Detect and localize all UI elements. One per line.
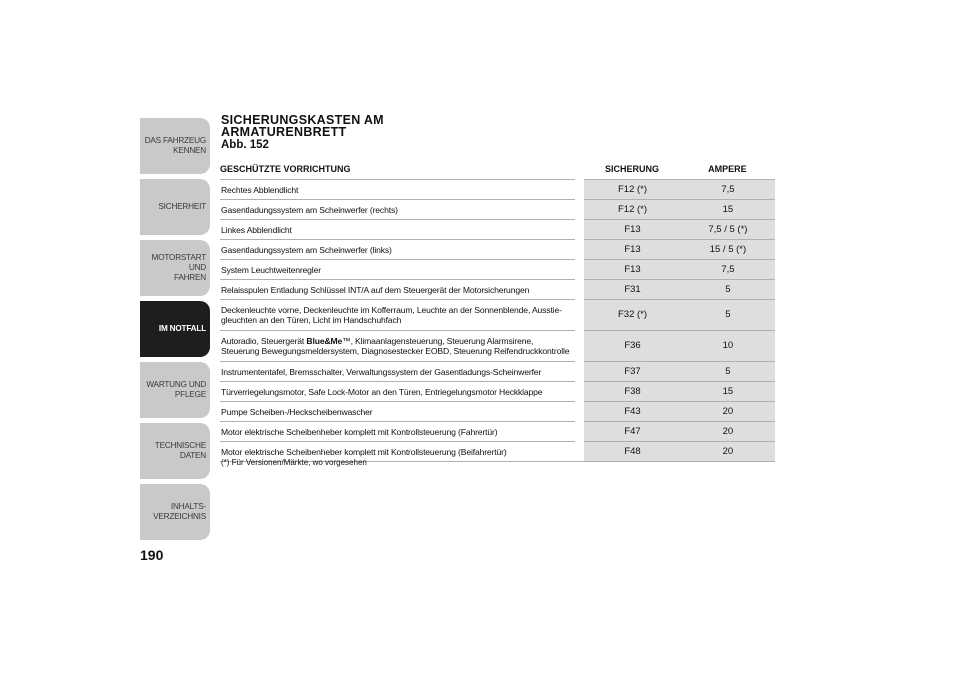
device-cell: Gasentladungssystem am Scheinwerfer (rechts) [220, 200, 575, 220]
device-cell: Instrumententafel, Bremsschalter, Verwaltungssystem der Gasentladungs-Scheinwerfer [220, 362, 575, 382]
device-text-prefix: Autoradio, Steuergerät [221, 336, 307, 346]
header-device: GESCHÜTZTE VORRICHTUNG [220, 164, 351, 174]
table-row [220, 220, 775, 240]
brand-name: Blue&Me [306, 336, 343, 346]
tab-im-notfall[interactable]: IM NOTFALL [140, 301, 210, 357]
fuse-cell: F43 [584, 402, 680, 422]
ampere-cell: 15 [680, 200, 775, 220]
device-cell: Relaisspulen Entladung Schlüssel INT/A auf dem Steuergerät der Motorsicherungen [220, 280, 575, 300]
device-cell [220, 331, 575, 362]
ampere-cell: 20 [680, 422, 775, 442]
ampere-cell: 20 [680, 442, 775, 462]
device-cell: System Leuchtweitenregler [220, 260, 575, 280]
ampere-cell: 5 [680, 300, 775, 331]
fuse-cell: F13 [584, 220, 680, 240]
figure-reference: Abb. 152 [221, 139, 269, 151]
device-cell: Motor elektrische Scheibenheber komplett mit Kontrollsteuerung (Beifahrertür) [220, 442, 575, 462]
table-row [220, 200, 775, 220]
fuse-cell: F36 [584, 331, 680, 362]
fuse-cell: F13 [584, 240, 680, 260]
device-cell: Rechtes Abblendlicht [220, 180, 575, 200]
device-cell: Deckenleuchte vorne, Deckenleuchte im Kofferraum, Leuchte an der Sonnenblende, Ausstie- gleuchten an den Türen, Licht im Handschuhfach [220, 300, 575, 331]
ampere-cell: 7,5 [680, 260, 775, 280]
tab-wartung-und-pflege[interactable]: WARTUNG UND PFLEGE [140, 362, 210, 418]
ampere-cell: 7,5 / 5 (*) [680, 220, 775, 240]
device-cell: Motor elektrische Scheibenheber komplett mit Kontrollsteuerung (Fahrertür) [220, 422, 575, 442]
fuse-cell: F37 [584, 362, 680, 382]
table-row [220, 180, 775, 200]
device-cell: Pumpe Scheiben-/Heckscheibenwascher [220, 402, 575, 422]
ampere-cell: 10 [680, 331, 775, 362]
table-row [220, 402, 775, 422]
tab-technische-daten[interactable]: TECHNISCHE DATEN [140, 423, 210, 479]
table-header-row [220, 162, 775, 180]
footnote: (*) Für Versionen/Märkte, wo vorgesehen [221, 458, 367, 467]
ampere-cell: 15 / 5 (*) [680, 240, 775, 260]
ampere-cell: 5 [680, 280, 775, 300]
ampere-cell: 15 [680, 382, 775, 402]
table-row [220, 382, 775, 402]
chapter-sidebar [140, 118, 210, 545]
table-row [220, 422, 775, 442]
device-cell: Türverriegelungsmotor, Safe Lock-Motor an den Türen, Entriegelungsmotor Heckklappe [220, 382, 575, 402]
table-row [220, 362, 775, 382]
table-row [220, 331, 775, 362]
device-text-rest: ™, Klimaanlagensteuerung, Steuerung Alarmsirene, Steuerung Bewegungsmeldersystem, Diagnosestecker EOBD, Steuerung Reifendruckkontrolle [221, 336, 570, 356]
fuse-cell: F12 (*) [584, 200, 680, 220]
fuse-cell: F38 [584, 382, 680, 402]
page-number: 190 [140, 547, 164, 563]
header-ampere: AMPERE [708, 164, 747, 174]
fuse-cell: F12 (*) [584, 180, 680, 200]
table-row [220, 300, 775, 331]
fuse-cell: F13 [584, 260, 680, 280]
table-row [220, 280, 775, 300]
device-cell: Gasentladungssystem am Scheinwerfer (links) [220, 240, 575, 260]
ampere-cell: 7,5 [680, 180, 775, 200]
tab-motorstart-und-fahren[interactable]: MOTORSTART UND FAHREN [140, 240, 210, 296]
table-row [220, 240, 775, 260]
tab-sicherheit[interactable]: SICHERHEIT [140, 179, 210, 235]
fuse-cell: F47 [584, 422, 680, 442]
header-fuse: SICHERUNG [605, 164, 660, 174]
tab-inhaltsverzeichnis[interactable]: INHALTS- VERZEICHNIS [140, 484, 210, 540]
fuse-cell: F48 [584, 442, 680, 462]
ampere-cell: 20 [680, 402, 775, 422]
fuse-table [220, 162, 775, 462]
ampere-cell: 5 [680, 362, 775, 382]
fuse-cell: F31 [584, 280, 680, 300]
device-cell: Linkes Abblendlicht [220, 220, 575, 240]
tab-das-fahrzeug-kennen[interactable]: DAS FAHRZEUG KENNEN [140, 118, 210, 174]
fuse-cell: F32 (*) [584, 300, 680, 331]
section-title: SICHERUNGSKASTEN AM ARMATURENBRETT [221, 113, 384, 139]
table-row [220, 260, 775, 280]
